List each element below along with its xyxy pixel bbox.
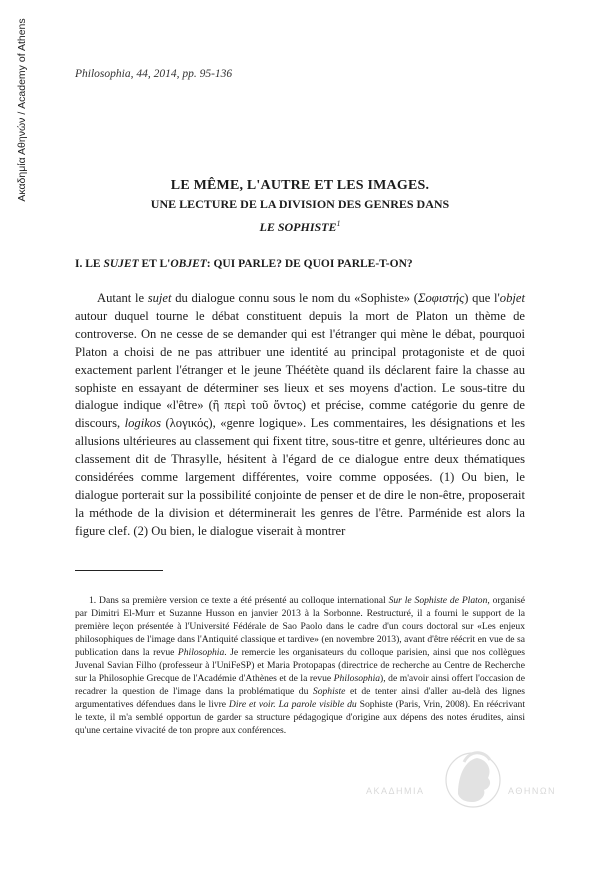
greek-term: λογικός [169, 416, 209, 431]
journal-reference: Philosophia, 44, 2014, pp. 95-136 [75, 68, 233, 80]
body-text-run: du dialogue connu sous le nom du «Sophiste» ( [171, 291, 418, 305]
footnote-text-run: . Je remercie les organisateurs du colloque parisien, ainsi que nos collègues Juvenal Savian Filho (professeur à l'UniFeSP) et Maria Protopapas (directrice de recherche au Centre de Recherche sur la Philosophie Grecque de l'Académie d'Athènes et de la revue [75, 647, 525, 684]
body-italic-sujet: sujet [147, 291, 172, 305]
title-line-3 [80, 214, 520, 237]
heading-part: I. LE [75, 258, 104, 270]
footnote-text-run: Sophiste (Paris, Vrin, 2008). En réécrivant le texte, il m'a semblé opportun de garder sa structure pédagogique d'origine aux dépens des notes érudites, ainsi qu'une certaine vivacité de ton propre aux conférences. [75, 699, 525, 736]
watermark-text-left: ΑΚΑΔΗΜΙΑ [366, 786, 425, 796]
body-paragraph [75, 290, 525, 541]
watermark-text-right: ΑΘΗΝΩΝ [508, 786, 557, 796]
heading-sujet: SUJET [103, 258, 139, 270]
body-text-run: ( [161, 416, 170, 431]
footnote-italic: Dire et voir. La parole visible du [228, 699, 357, 710]
body-italic-objet: objet [499, 291, 525, 305]
side-caption: Ακαδημία Αθηνών / Academy of Athens [16, 18, 28, 202]
footnote-text-run: ), de m'avoir ainsi offert l'occasion de recadrer la question de l'image dans la problématique du [75, 673, 525, 697]
heading-objet: OBJET [170, 258, 207, 270]
title-line-2: UNE LECTURE DE LA DIVISION DES GENRES DANS [150, 197, 450, 211]
footnote-italic: Philosophia [177, 647, 225, 658]
greek-term: ἢ περὶ τοῦ ὄντος [212, 398, 302, 413]
footnote-marker: 1 [336, 219, 341, 228]
article-title [80, 176, 520, 237]
footnote-text-run: , organisé par Dimitri El-Murr et Suzanne Husson en janvier 2013 à la Sorbonne. Restructuré, il a fourni le support de la première leçon présentée à l'Université Fédérale de Sao Paolo dans le cadre d'un cours doctoral sur «Les enjeux philosophiques de l'image dans l'Antiquité classique et tardive» (en novembre 2013), avant d'être réécrit en vue de sa publication dans la revue [75, 595, 525, 658]
footnote-text-run: 1. Dans sa première version ce texte a été présenté au colloque international [89, 595, 389, 606]
footnote-text-run: et de tenter ainsi d'aller au-delà des lignes argumentatives défendues dans le livre [75, 686, 525, 710]
heading-part: : QUI PARLE? DE QUOI PARLE-T-ON? [206, 258, 413, 270]
academy-watermark [366, 742, 576, 822]
body-text-run: autour duquel tourne le débat constituent depuis la mort de Platon un thème de controverse. On ne cesse de se demander qui est l'étranger qui mène le débat, pourquoi Platon a choisi de ne pas attribuer une identité au principal protagoniste et de quoi exactement parlent l'étranger et le jeune Théétète quand ils déclarent faire la chasse au sophiste en essayant de déterminer ses lieux et ses moyens d'action. Le sous-titre du dialogue indique «l'être» ( [75, 308, 525, 413]
heading-part: ET L' [138, 258, 171, 270]
greek-term: Σοφιστής [417, 291, 465, 305]
title-line-1: LE MÊME, L'AUTRE ET LES IMAGES. [170, 178, 430, 193]
body-text-run: ) que l' [464, 291, 500, 305]
section-heading [75, 258, 413, 270]
footnote-italic: Philosophia [333, 673, 381, 684]
body-text-run: ), «genre logique». Les commentaires, les désignations et les allusions ultérieures au classement qui fixent titre, sous-titre et genre, ultérieures donc au classement dit de Thrasylle, hésitent à l'égard de ce dialogue entre deux thématiques considérées comme largement différentes, voire comme opposées. (1) Ou bien, le dialogue porterait sur la possibilité conjointe de penser et de dire le non-être, proposerait la méthode de la division et déterminerait les genres de l'être. Parménide est alors la figure clef. (2) Ou bien, le dialogue viserait à montrer [75, 416, 526, 538]
footnote-divider [75, 570, 163, 571]
footnote-1 [75, 594, 525, 737]
title-line-3-text: LE SOPHISTE [259, 220, 337, 234]
footnote-italic: Sur le Sophiste de Platon [388, 595, 488, 606]
body-text-run: ) et précise, comme catégorie du genre de discours, [75, 398, 525, 431]
athena-head-icon [444, 744, 502, 816]
footnote-italic: Sophiste [312, 686, 346, 697]
body-text-run: Autant le [97, 291, 148, 305]
body-italic-logikos: logikos [124, 416, 161, 431]
